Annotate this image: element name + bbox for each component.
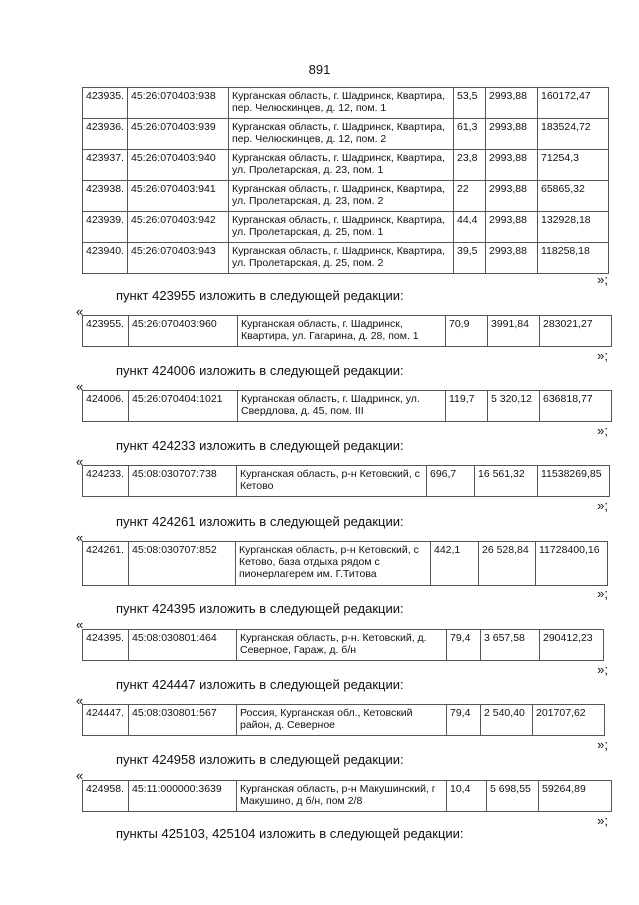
table-row [83, 391, 612, 422]
table-cell: 424006. [83, 391, 129, 422]
table-cell: 79,4 [447, 705, 481, 736]
table-row [83, 781, 612, 812]
closing-quote: »; [597, 586, 608, 601]
table-cell: Курганская область, р-н. Кетовский, д. Северное, Гараж, д. б/н [237, 630, 447, 661]
table-cell: Курганская область, г. Шадринск, Квартира, пер. Челюскинцев, д. 12, пом. 2 [229, 119, 454, 150]
table-cell: 424395. [83, 630, 129, 661]
amendment-instruction: пункт 424447 изложить в следующей редакции: [116, 677, 404, 692]
table-cell: 45:26:070403:942 [128, 212, 229, 243]
opening-quote: « [76, 768, 84, 783]
table-row [83, 630, 604, 661]
table-cell: 160172,47 [538, 88, 609, 119]
table-cell: 636818,77 [540, 391, 612, 422]
table-cell: 423940. [83, 243, 128, 274]
table-cell: 119,7 [446, 391, 488, 422]
records-table [82, 87, 609, 274]
amendment-instruction: пункт 423955 изложить в следующей редакции: [116, 288, 404, 303]
table-cell: 2993,88 [486, 88, 538, 119]
amendment-instruction: пункт 424958 изложить в следующей редакции: [116, 752, 404, 767]
table-cell: 45:08:030801:567 [129, 705, 237, 736]
table-cell: 423939. [83, 212, 128, 243]
amendment-instruction: пункт 424261 изложить в следующей редакции: [116, 514, 404, 529]
table-cell: 26 528,84 [479, 542, 536, 586]
table-cell: 423938. [83, 181, 128, 212]
page-number: 891 [308, 62, 331, 77]
table-cell: 283021,27 [540, 316, 612, 347]
amended-record-table [82, 780, 612, 812]
opening-quote: « [76, 304, 84, 319]
table-cell: 44,4 [454, 212, 486, 243]
closing-quote: »; [597, 423, 608, 438]
opening-quote: « [76, 379, 84, 394]
table-cell: Курганская область, г. Шадринск, Квартира, ул. Гагарина, д. 28, пом. 1 [238, 316, 446, 347]
table-row [83, 212, 609, 243]
table-cell: 5 320,12 [488, 391, 540, 422]
table-cell: 59264,89 [539, 781, 612, 812]
table-cell: 423936. [83, 119, 128, 150]
table-cell: 61,3 [454, 119, 486, 150]
table-row [83, 88, 609, 119]
amendment-instruction: пункт 424233 изложить в следующей редакции: [116, 438, 404, 453]
amended-record-table [82, 390, 612, 422]
table-cell: 45:08:030801:464 [129, 630, 237, 661]
table-cell: 423935. [83, 88, 128, 119]
table-row [83, 542, 608, 586]
table-cell: 45:26:070403:940 [128, 150, 229, 181]
table-cell: 23,8 [454, 150, 486, 181]
table-cell: 3 657,58 [481, 630, 540, 661]
closing-quote: »; [597, 737, 608, 752]
table-cell: Курганская область, р-н Макушинский, г Макушино, д б/н, пом 2/8 [237, 781, 447, 812]
table-cell: 45:08:030707:852 [129, 542, 236, 586]
table-cell: 3991,84 [488, 316, 540, 347]
table-row [83, 150, 609, 181]
table-cell: 2993,88 [486, 150, 538, 181]
table-cell: Курганская область, г. Шадринск, Квартира, ул. Пролетарская, д. 23, пом. 2 [229, 181, 454, 212]
table-cell: 11728400,16 [536, 542, 608, 586]
closing-quote: »; [597, 813, 608, 828]
table-cell: 2993,88 [486, 212, 538, 243]
opening-quote: « [76, 530, 84, 545]
table-cell: 39,5 [454, 243, 486, 274]
closing-quote: »; [597, 272, 608, 287]
table-row [83, 316, 612, 347]
table-cell: 79,4 [447, 630, 481, 661]
table-row [83, 466, 610, 497]
table-cell: Курганская область, г. Шадринск, ул. Свердлова, д. 45, пом. III [238, 391, 446, 422]
table-cell: 45:11:000000:3639 [129, 781, 237, 812]
table-cell: 45:26:070403:939 [128, 119, 229, 150]
table-cell: 65865,32 [538, 181, 609, 212]
table-row [83, 181, 609, 212]
table-cell: Курганская область, г. Шадринск, Квартира, пер. Челюскинцев, д. 12, пом. 1 [229, 88, 454, 119]
table-cell: 22 [454, 181, 486, 212]
table-cell: 71254,3 [538, 150, 609, 181]
table-cell: Курганская область, г. Шадринск, Квартира, ул. Пролетарская, д. 25, пом. 1 [229, 212, 454, 243]
table-cell: Курганская область, р-н Кетовский, с Кетово, база отдыха рядом с пионерлагерем им. Г.Титова [236, 542, 431, 586]
table-cell: 2 540,40 [481, 705, 533, 736]
table-row [83, 119, 609, 150]
table-cell: 16 561,32 [475, 466, 538, 497]
closing-quote: »; [597, 348, 608, 363]
closing-quote: »; [597, 662, 608, 677]
table-cell: 290412,23 [540, 630, 604, 661]
table-cell: 423955. [83, 316, 129, 347]
table-cell: Курганская область, г. Шадринск, Квартира, ул. Пролетарская, д. 25, пом. 2 [229, 243, 454, 274]
amended-record-table [82, 465, 610, 497]
table-cell: Россия, Курганская обл., Кетовский район, д. Северное [237, 705, 447, 736]
closing-quote: »; [597, 498, 608, 513]
amendment-instruction: пункт 424395 изложить в следующей редакции: [116, 601, 404, 616]
table-row [83, 705, 605, 736]
table-cell: 696,7 [427, 466, 475, 497]
table-cell: 2993,88 [486, 243, 538, 274]
final-instruction: пункты 425103, 425104 изложить в следующей редакции: [116, 826, 464, 841]
opening-quote: « [76, 454, 84, 469]
table-cell: 424233. [83, 466, 129, 497]
table-cell: 201707,62 [533, 705, 605, 736]
table-cell: 442,1 [431, 542, 479, 586]
table-cell: 45:08:030707:738 [129, 466, 237, 497]
table-cell: 2993,88 [486, 119, 538, 150]
table-cell: 424958. [83, 781, 129, 812]
table-cell: 45:26:070404:1021 [129, 391, 238, 422]
table-row [83, 243, 609, 274]
amended-record-table [82, 704, 605, 736]
table-cell: 10,4 [447, 781, 487, 812]
table-cell: 45:26:070403:943 [128, 243, 229, 274]
amended-record-table [82, 629, 604, 661]
table-cell: 45:26:070403:938 [128, 88, 229, 119]
opening-quote: « [76, 617, 84, 632]
table-cell: 2993,88 [486, 181, 538, 212]
table-cell: 53,5 [454, 88, 486, 119]
table-cell: 45:26:070403:941 [128, 181, 229, 212]
table-cell: 5 698,55 [487, 781, 539, 812]
table-cell: 424261. [83, 542, 129, 586]
table-cell: 118258,18 [538, 243, 609, 274]
table-cell: Курганская область, г. Шадринск, Квартира, ул. Пролетарская, д. 23, пом. 1 [229, 150, 454, 181]
table-cell: Курганская область, р-н Кетовский, с Кетово [237, 466, 427, 497]
amended-record-table [82, 541, 608, 586]
table-cell: 132928,18 [538, 212, 609, 243]
amendment-instruction: пункт 424006 изложить в следующей редакции: [116, 363, 404, 378]
table-cell: 183524,72 [538, 119, 609, 150]
opening-quote: « [76, 693, 84, 708]
table-cell: 45:26:070403:960 [129, 316, 238, 347]
table-cell: 423937. [83, 150, 128, 181]
table-cell: 70,9 [446, 316, 488, 347]
table-cell: 424447. [83, 705, 129, 736]
table-cell: 11538269,85 [538, 466, 610, 497]
amended-record-table [82, 315, 612, 347]
